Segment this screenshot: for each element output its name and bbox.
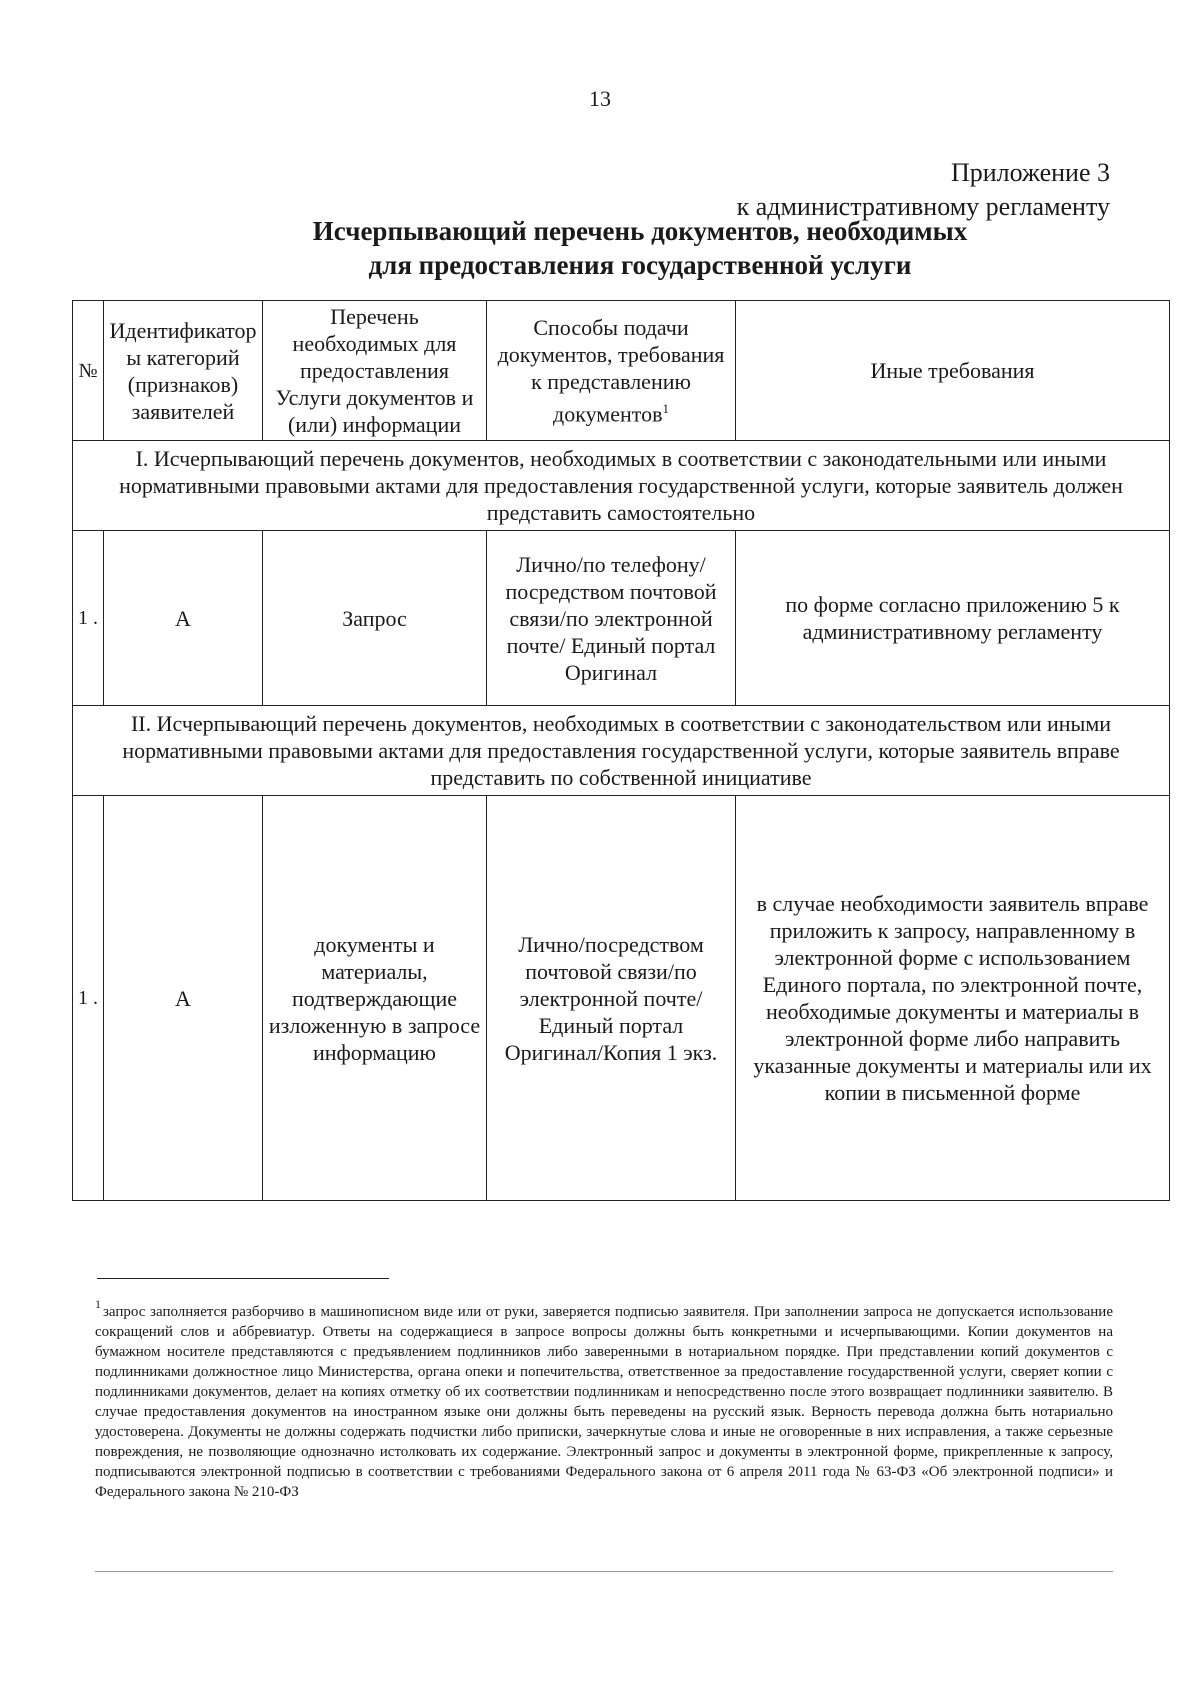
row-category: А <box>104 531 263 706</box>
section-1-title: I. Исчерпывающий перечень документов, необходимых в соответствии с законодательными или иными нормативными правовыми актами для предоставления государственной услуги, которые заявитель должен представить самостоятельно <box>73 441 1170 531</box>
table-header-row <box>73 301 1170 441</box>
row-other-requirements: по форме согласно приложению 5 к административному регламенту <box>736 531 1170 706</box>
documents-table <box>72 300 1170 1201</box>
title-line-1: Исчерпывающий перечень документов, необходимых <box>312 216 968 246</box>
header-submission-text: Способы подачи документов, требования к представлению документов <box>497 314 725 427</box>
row-submission: Лично/по телефону/посредством почтовой связи/по электронной почте/ Единый портал Оригинал <box>487 531 736 706</box>
row-number: 1 . <box>73 531 104 706</box>
row-other-requirements: в случае необходимости заявитель вправе приложить к запросу, направленному в электронной форме с использованием Единого портала, по электронной почте, необходимые документы и материалы в электронной форме либо направить указанные документы и материалы или их копии в письменной форме <box>736 796 1170 1201</box>
header-category: Идентификатор ы категорий (признаков) заявителей <box>104 301 263 441</box>
header-number: № <box>73 301 104 441</box>
appendix-line-1: Приложение 3 <box>950 158 1110 187</box>
footnote <box>95 1297 1113 1502</box>
page-number: 13 <box>589 86 611 111</box>
title-line-2: для предоставления государственной услуги <box>368 250 912 280</box>
row-submission: Лично/посредством почтовой связи/по электронной почте/ Единый портал Оригинал/Копия 1 экз. <box>487 796 736 1201</box>
table-row <box>73 796 1170 1201</box>
appendix-line-2: к административному регламенту <box>736 192 1110 221</box>
footnote-divider <box>97 1278 389 1279</box>
header-documents: Перечень необходимых для предоставления Услуги документов и (или) информации <box>263 301 487 441</box>
bottom-divider <box>95 1571 1113 1572</box>
footnote-reference: 1 <box>662 400 669 416</box>
section-2-title: II. Исчерпывающий перечень документов, необходимых в соответствии с законодательством или иными нормативными правовыми актами для предоставления государственной услуги, которые заявитель вправе представить по собственной инициативе <box>73 706 1170 796</box>
row-document: Запрос <box>263 531 487 706</box>
row-document: документы и материалы, подтверждающие изложенную в запросе информацию <box>263 796 487 1201</box>
section-row <box>73 706 1170 796</box>
footnote-text: запрос заполняется разборчиво в машинописном виде или от руки, заверяется подписью заявителя. При заполнении запроса не допускается использование сокращений слов и аббревиатур. Ответы на содержащиеся в запросе вопросы должны быть конкретными и исчерпывающими. Копии документов на бумажном носителе представляются с предъявлением подлинников либо заверенными в нотариальном порядке. При представлении копий документов с подлинниками должностное лицо Министерства, органа опеки и попечительства, ответственное за предоставление государственной услуги, сверяет копии с подлинниками документов, делает на копиях отметку об их соответствии подлинникам и непосредственно после этого возвращает подлинники заявителю. В случае предоставления документов на иностранном языке они должны быть переведены на русский язык. Верность перевода должна быть нотариально удостоверена. Документы не должны содержать подчистки либо приписки, зачеркнутые слова и иные не оговоренные в них исправления, а также серьезные повреждения, не позволяющие однозначно истолковать их содержание. Электронный запрос и документы в электронной форме, прикрепленные к запросу, подписываются электронной подписью в соответствии с требованиями Федерального закона от 6 апреля 2011 года № 63-ФЗ «Об электронной подписи» и Федерального закона № 210-ФЗ <box>95 1304 1113 1500</box>
header-other-requirements: Иные требования <box>736 301 1170 441</box>
document-title <box>200 214 1080 282</box>
table-row <box>73 531 1170 706</box>
row-number: 1 . <box>73 796 104 1201</box>
row-category: А <box>104 796 263 1201</box>
footnote-mark: 1 <box>95 1297 101 1311</box>
section-row <box>73 441 1170 531</box>
header-submission <box>487 301 736 441</box>
